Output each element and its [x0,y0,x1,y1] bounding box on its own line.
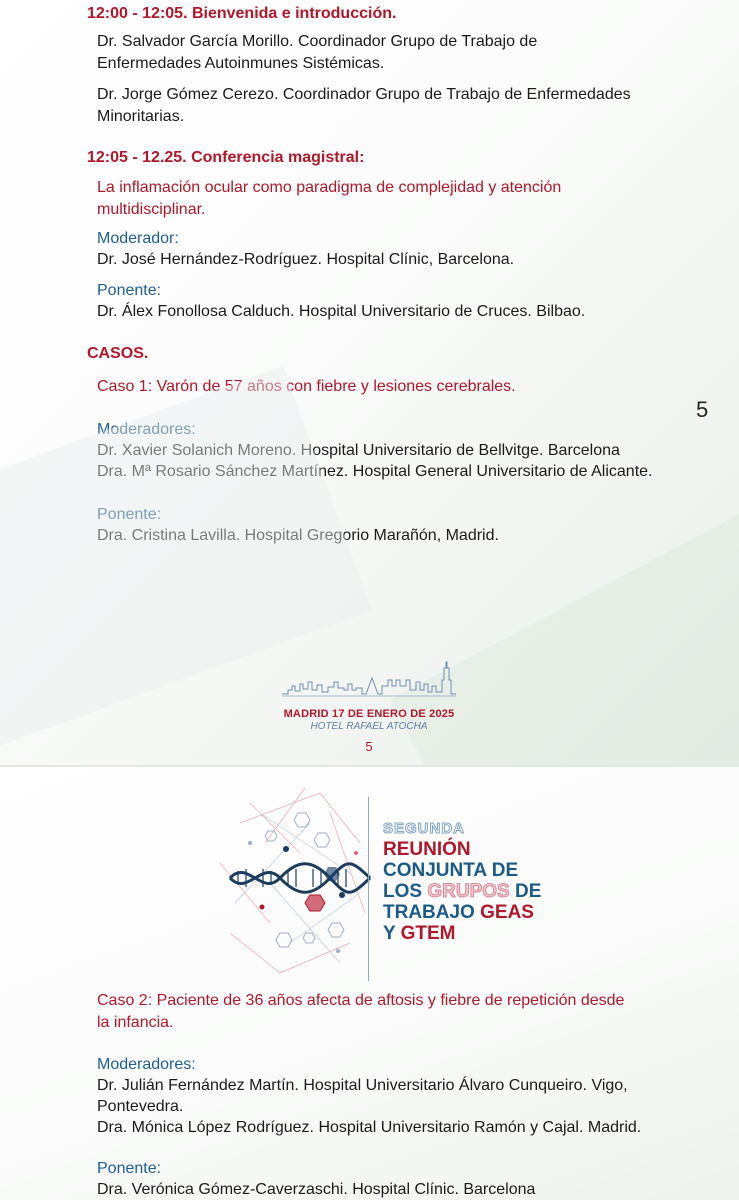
case2-title-line2: la infancia. [97,1014,174,1031]
conference-title-line2: multidisciplinar. [97,201,206,218]
side-page-number: 5 [696,397,709,422]
event-title-line5b: GEAS [480,902,534,923]
speaker-gomez-line1: Dr. Jorge Gómez Cerezo. Coordinador Grupo de Trabajo de Enfermedades [97,86,631,103]
case1-moderator-solanich: Dr. Xavier Solanich Moreno. Hospital Universitario de Bellvitge. Barcelona [97,442,620,459]
case1-speaker-lavilla: Dra. Cristina Lavilla. Hospital Gregorio Marañón, Madrid. [97,527,499,544]
conference-title-line1: La inflamación ocular como paradigma de complejidad y atención [97,179,562,196]
session-heading-conference: 12:05 - 12.25. Conferencia magistral: [87,149,365,166]
dna-network-illustration [210,783,375,978]
speaker-label: Ponente: [97,282,162,299]
case1-moderator-sanchez: Dra. Mª Rosario Sánchez Martínez. Hospital General Universitario de Alicante. [97,463,653,480]
case2-moderator-fernandez-line2: Pontevedra. [97,1098,184,1115]
case2-moderator-lopez: Dra. Mónica López Rodríguez. Hospital Universitario Ramón y Cajal. Madrid. [97,1119,642,1136]
speaker-gomez-line2: Minoritarias. [97,108,185,125]
event-title-line6b: GTEM [400,923,456,944]
session-heading-welcome: 12:00 - 12:05. Bienvenida e introducción. [87,5,397,22]
speaker-garcia-line1: Dr. Salvador García Morillo. Coordinador Grupo de Trabajo de [97,33,538,50]
cases-heading: CASOS. [87,345,149,362]
event-title-line1: SEGUNDA [383,820,466,837]
footer [282,660,456,754]
event-title-line2: REUNIÓN [383,839,471,860]
footer-page-number: 5 [365,739,373,754]
moderator-label: Moderador: [97,230,179,247]
case1-speaker-label: Ponente: [97,506,162,523]
speaker-fonollosa: Dr. Álex Fonollosa Calduch. Hospital Universitario de Cruces. Bilbao. [97,303,586,320]
case2-speaker-label: Ponente: [97,1160,162,1177]
madrid-skyline-icon [282,660,456,700]
case2-moderator-fernandez-line1: Dr. Julián Fernández Martín. Hospital Universitario Álvaro Cunqueiro. Vigo, [97,1077,628,1094]
speaker-garcia-line2: Enfermedades Autoinmunes Sistémicas. [97,55,385,72]
moderator-hernandez: Dr. José Hernández-Rodríguez. Hospital Clínic, Barcelona. [97,251,515,268]
case1-title: Caso 1: Varón de 57 años con fiebre y lesiones cerebrales. [97,378,516,395]
event-title-line6a: Y [383,923,401,944]
case2-title-line1: Caso 2: Paciente de 36 años afecta de aftosis y fiebre de repetición desde [97,992,625,1009]
case1-moderators-label: Moderadores: [97,421,196,438]
title-separator [368,797,369,981]
footer-date: MADRID 17 DE ENERO DE 2025 [283,708,455,720]
event-title [383,818,541,944]
event-title-line5a: TRABAJO [383,902,481,923]
footer-hotel: HOTEL RAFAEL ATOCHA [310,721,428,732]
case2-speaker-gomez: Dra. Verónica Gómez-Caverzaschi. Hospital Clínic. Barcelona [97,1181,536,1198]
event-title-line4c: DE [509,881,542,902]
event-title-line3: CONJUNTA DE [383,860,519,881]
case2-moderators-label: Moderadores: [97,1056,196,1073]
event-title-line4b: GRUPOS [427,881,510,902]
event-title-line4a: LOS [383,881,428,902]
